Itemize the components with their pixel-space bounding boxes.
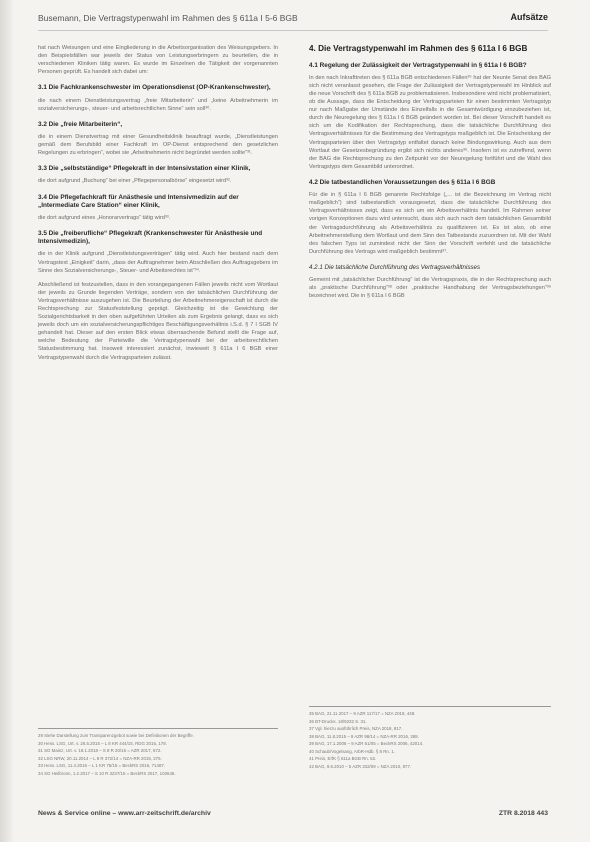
section-4-1-body: In den nach Inkrafttreten des § 611a BGB entschiedenen Fällen³⁵ hat der Neunte Senat des BAG sich nicht veranlasst gesehen, die Frage der Zulässigkeit der Vertragstypenwahl im Hinblick auf die neue Vorschrift des § 611a BGB zu problematisieren. Insbesondere wird nicht problematisiert, ob die Aussage, dass die Entscheidung der Vertragsparteien für einen bestimmten Vertragstyp nur nach Maßgabe der Umstände des Einzelfalls in die Gesamtwürdigung einzubeziehen ist, durch die Neuregelung des § 611a I 6 BGB geändert worden ist. Bei dieser Vorschrift handelt es sich um die Kodifikation der Rechtsprechung, dass die tatsächliche Durchführung des Vertragsverhältnisses für die Bestimmung des Vertragstyps maßgeblich ist. Die Entscheidung der Vertragsparteien über den Vertragstyp entfaltet danach keine Bindungswirkung. Auch aus dem Wortlaut der Gesetzesbegründung ergibt sich nichts anderes³⁶. Insofern ist es zutreffend, wenn der BAG die Rechtsprechung zu den Zeitpunkt vor der Neuregelung fortführt und die Wahl des Vertragstyps dem Gesamtbild unterordnet. <box>309 74 551 170</box>
section-3-5-body-2: Abschließend ist festzustellen, dass in den vorangegangenen Fällen jeweils nicht vom Wortlaut der jeweils zu Grunde liegenden Verträge, sondern von der tatsächlichen Durchführung der Vertragsverhältnisse auszugehen ist. Die Beurteilung der Arbeitnehmereigenschaft ist durch die Rechtsprechung zur Statusfeststellung geprägt. Gleichzeitig ist die Gewichtung der Sozialgerichtsbarkeit in den oben aufgeführten Urteilen als zum Ergebnis gelangt, dass es sich jeweils doch um ein sozialversicherungspflichtiges Beschäftigungsverhältnis i.S.d. § 7 I SGB IV gehandelt hat. Dieser auf den ersten Blick etwas überraschende Befund stellt die Frage auf, welche Bedeutung der Parteiwille die Vertragstypenwahl bei der arbeitsrechtlichen Statusbestimmung hat. Insoweit interessiert zunächst, inwieweit § 611a I 6 BGB einer Vertragstypenwahl durch die Vertragsparteien zulässt. <box>38 281 278 361</box>
footnotes-right <box>309 706 551 771</box>
footer-link[interactable]: News & Service online – www.arr-zeitschrift.de/archiv <box>38 810 211 817</box>
header-title: Busemann, Die Vertragstypenwahl im Rahmen des § 611a I 5-6 BGB <box>38 13 298 23</box>
page-footer <box>38 810 548 824</box>
section-4-2-1-body: Gemeint mit „tatsächlicher Durchführung“ ist die Vertragspraxis, die in der Rechtsprechung auch als „praktische Durchführung“³⁸ oder „praktische Handhabung der Vertragsbeziehungen“³⁹ bezeichnet wird. Die in § 611a I 6 BGB <box>309 276 551 300</box>
section-4-1-title: 4.1 Regelung der Zulässigkeit der Vertragstypenwahl in § 611a I 6 BGB? <box>309 61 527 69</box>
section-3-2-body: die in einem Dienstvertrag mit einer Gesundheitsklinik beauftragt wurde, „Dienstleistungen gemäß dem Berufsbild einer Fachkraft im OP-Dienst entsprechend den gesetzlichen Regelungen zu erbringen“, wobei sie „Arbeitnehmerin nicht begründet werden sollte“³¹. <box>38 133 278 157</box>
section-4-title: 4. Die Vertragstypenwahl im Rahmen des § 611a I 6 BGB <box>309 44 528 53</box>
section-3-4-title: 3.4 Die Pflegefachkraft für Anästhesie und Intensivmedizin auf der „Intermediate Care Station“ einer Klinik, <box>38 193 239 209</box>
footnotes-left <box>38 728 278 778</box>
section-3-3-body: die dort aufgrund „Buchung“ bei einer „Pflegepersonalbörse“ eingesetzt wird³². <box>38 178 232 185</box>
left-intro: hat nach Weisungen und eine Eingliederung in die Arbeitsorganisation des Weisungsgebers. In den Beispielsfällen war jeweils der Status von Leistungserbringern zu beurteilen, die in verschiedenen Kliniken tätig waren. Es wurde im Einzelnen die Tätigkeit der vorgenannten Personen geprüft. Es handelt sich dabei um: <box>38 45 278 76</box>
right-column <box>309 44 551 306</box>
footer-page-info: ZTR 8.2018 443 <box>498 810 548 817</box>
footnote: 37 Vgl. hierzu ausführlich Preis, NZA 2018, 817. <box>309 726 403 731</box>
footnote: 42 BAG, 9.6.2010 – 5 AZR 332/09 = NZA 2010, 877. <box>309 763 412 769</box>
footnote: 35 BAG, 21.11.2017 – 9 AZR 117/17 = NZA 2018, 448. <box>309 711 416 716</box>
section-4-2-1-title: 4.2.1 Die tatsächliche Durchführung des Vertragsverhältnisses <box>309 263 481 271</box>
section-3-1-body: die nach einem Dienstleistungsvertrag „freie Mitarbeiterin“ und „keine Arbeitnehmerin im sozialversicherungs-, steuer- und arbeitsrechtlichen Sinne“ sein soll³⁰. <box>38 97 278 112</box>
section-3-1-title: 3.1 Die Fachkrankenschwester im Operationsdienst (OP-Krankenschwester), <box>38 84 271 92</box>
footnote: 34 SG Heilbronn, 1.2.2017 – S 10 R 3237/15 = BeckRS 2017, 103645. <box>38 770 176 776</box>
section-3-2-title: 3.2 Die „freie Mitarbeiterin“, <box>38 120 123 128</box>
footnote: 31 SG Mainz, Urt. v. 18.1.2018 – S 8 R 20/16 = AZR 2017, 572. <box>38 748 162 753</box>
section-3-3-title: 3.3 Die „selbstständige“ Pflegekraft in der Intensivstation einer Klinik, <box>38 165 251 173</box>
header-section: Aufsätze <box>510 12 548 22</box>
section-3-5-body-1: die in der Klinik aufgrund „Dienstleistungsverträgen“ tätig wird. Auch hier bestand nach dem Vertragstext „Einigkeit“ darin, „dass der Auftragnehmer beim Abschließen des Auftragsgebers im Sinne des Sozialversicherungs-, Steuer- und Arbeitsrechtes ist“³⁴. <box>38 251 278 274</box>
page-edge-shadow <box>0 0 14 842</box>
section-3-5-title: 3.5 Die „freiberufliche“ Pflegekraft (Krankenschwester für Anästhesie und Intensivmedizin), <box>38 230 263 246</box>
running-header <box>38 8 548 31</box>
footnote: 30 Hess. LSG, Urt. v. 26.5.2015 – L 8 KR 444/15, RDG 2015, 178. <box>38 740 167 746</box>
footnote: 32 LSG NRW, 20.11.2014 – L 8 R 372/14 = NZA-RR 2015, 275. <box>38 755 162 761</box>
footnote: 29 Siehe Darstellung zum Transparenzgebot sowie bei Definitionen der Begriffe. <box>38 733 194 738</box>
footnote: 36 BT-Drucks. 18/9232 S. 31. <box>309 718 367 724</box>
section-4-2-title: 4.2 Die tatbestandlichen Voraussetzungen des § 611a I 6 BGB <box>309 178 496 186</box>
left-column <box>38 44 278 368</box>
footnote: 38 BAG, 11.8.2015 – 9 AZR 98/14 = NZA-RR 2016, 288. <box>309 733 419 739</box>
footnote: 40 Schaub/Vogelsang, ArbR-Hdb. § 8 Rn. 1. <box>309 748 395 754</box>
section-3-4-body: die dort aufgrund eines „Honorarvertrags“ tätig wird³³. <box>38 214 171 221</box>
footnote: 39 BAG, 17.1.2006 – 9 AZR 61/05 = BeckRS 2006, 42014. <box>309 741 424 746</box>
footnote: 33 Hess. LSG, 11.4.2016 – L 1 KR 75/15 = BeckRS 2016, 71487. <box>38 763 166 768</box>
footnote: 41 Preis, ErfK § 611a BGB Rn. 52. <box>309 756 377 761</box>
section-4-2-body: Für die in § 611a I 6 BGB genannte Rechtsfolge („... ist die Bezeichnung im Vertrag nicht maßgeblich“) sind tatbestandlich vorausgesetzt, dass die tatsächliche Durchführung des Vertragsverhältnisses zeigt, dass es sich um ein Arbeitsverhältnis handelt. Im Rahmen seiner vorigen Konzeptionen dazu wird untersucht, dass sich auch nach dem tatsächlichen Gesamtbild der Vertragsdurchführung als Arbeitsverhältnis zu qualifizieren ist. Es ist also, ob eine Arbeitnehmerstellung dem Wortlaut und dem Sinn des Tatbestands zuzuordnen ist. Mit der Wahl des falschen Typs ist zumindest nicht der Sinn der Vorschrift verfehlt und die tatsächliche Durchführung des Vertrags wird maßgeblich bestimmt³⁷. <box>309 192 551 255</box>
